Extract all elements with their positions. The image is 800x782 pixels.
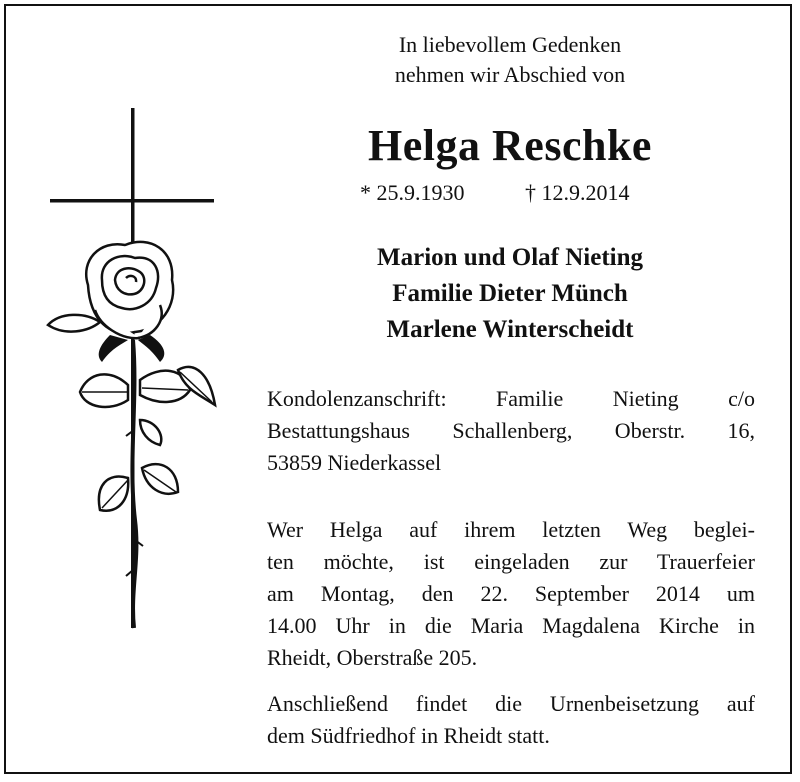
funeral-line: 14.00 Uhr in die Maria Magdalena Kirche in bbox=[267, 613, 755, 638]
mourner-3: Marlene Winterscheidt bbox=[386, 316, 634, 343]
condolence-line: Kondolenzanschrift: Familie Nieting c/o bbox=[267, 386, 755, 411]
condolence-line: 53859 Niederkassel bbox=[267, 450, 442, 475]
funeral-line: am Montag, den 22. September 2014 um bbox=[267, 581, 755, 606]
condolence-line: Bestattungshaus Schallenberg, Oberstr. 16, bbox=[267, 418, 755, 443]
burial-line: dem Südfriedhof in Rheidt statt. bbox=[267, 723, 550, 748]
intro-line-1: In liebevollem Gedenken bbox=[398, 32, 622, 57]
condolence-address bbox=[267, 383, 755, 479]
death-date: † 12.9.2014 bbox=[525, 180, 630, 205]
intro-line-2: nehmen wir Abschied von bbox=[394, 62, 626, 87]
mourner-2: Familie Dieter Münch bbox=[392, 280, 628, 307]
birth-date: * 25.9.1930 bbox=[360, 180, 465, 205]
burial-line: Anschließend findet die Urnenbeisetzung auf bbox=[267, 691, 755, 716]
funeral-notice bbox=[267, 514, 755, 674]
deceased-name: Helga Reschke bbox=[368, 121, 652, 170]
burial-notice bbox=[267, 688, 755, 752]
funeral-line: Rheidt, Oberstraße 205. bbox=[267, 645, 478, 670]
funeral-line: Wer Helga auf ihrem letzten Weg beglei- bbox=[267, 517, 755, 542]
mourner-1: Marion und Olaf Nieting bbox=[377, 244, 643, 271]
cross-with-rose-icon bbox=[40, 100, 230, 640]
funeral-line: ten möchte, ist eingeladen zur Trauerfeier bbox=[267, 549, 755, 574]
